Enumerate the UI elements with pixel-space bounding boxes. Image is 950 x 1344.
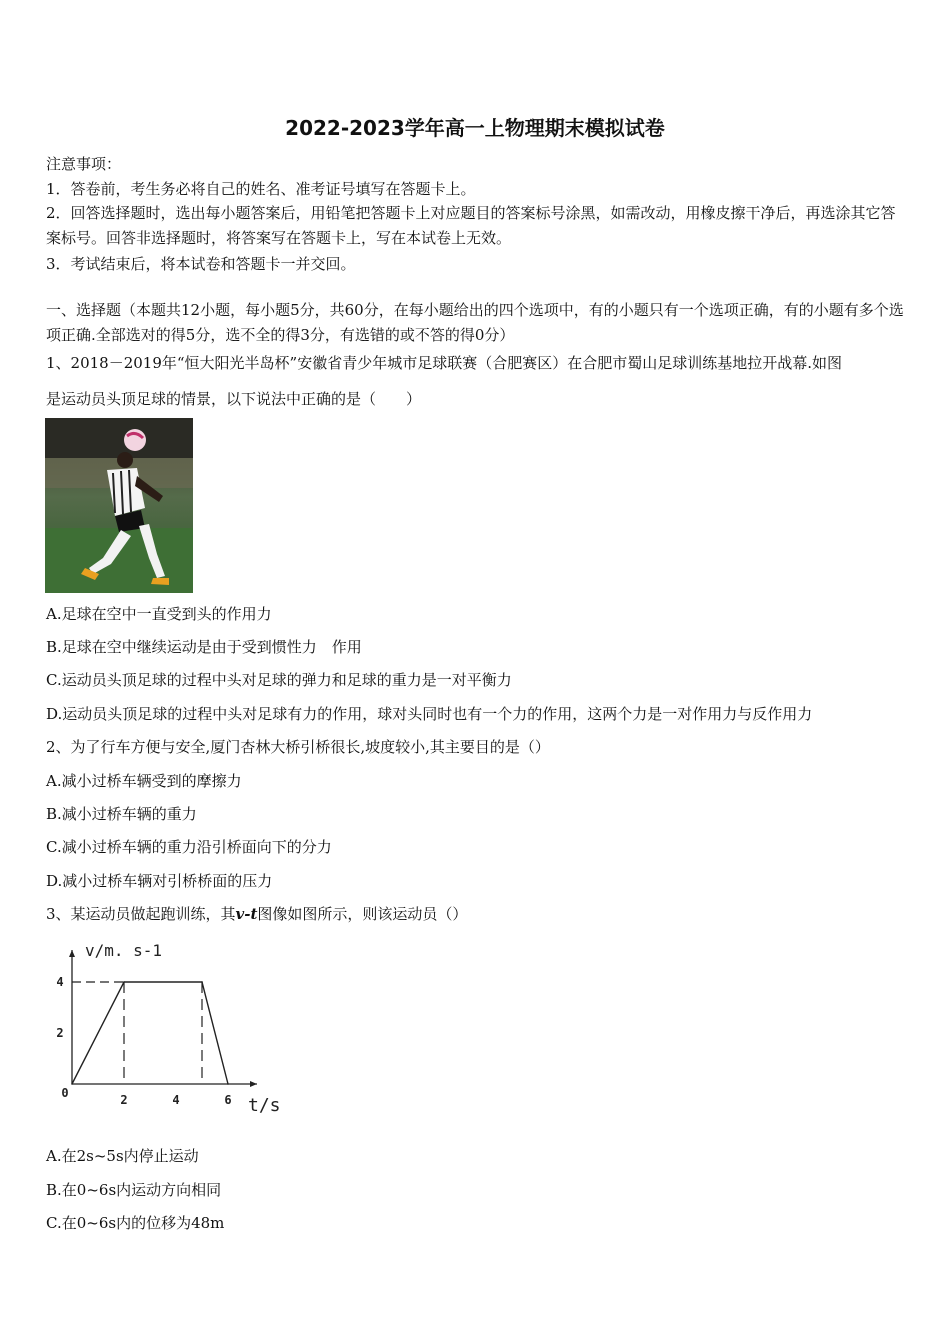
x-axis-arrow	[250, 1081, 257, 1087]
soccer-header-photo	[45, 418, 193, 593]
q2-option-d: D.减小过桥车辆对引桥桥面的压力	[46, 872, 273, 890]
notice-item-2: 2．回答选择题时，选出每小题答案后，用铅笔把答题卡上对应题目的答案标号涂黑，如需改动，用橡皮擦干净后，再选涂其它答案标号。回答非选择题时，将答案写在答题卡上，写在本试卷上无效。	[46, 204, 896, 247]
x-tick-label-4: 4	[172, 1093, 180, 1107]
x-axis-label: t/s	[248, 1095, 281, 1116]
q3-stem-pre: 3、某运动员做起跑训练，其	[46, 905, 236, 923]
y-axis-label: v/m. s-1	[85, 941, 163, 960]
page-title: 2022-2023学年高一上物理期末模拟试卷	[285, 116, 665, 140]
q2-option-c: C.减小过桥车辆的重力沿引桥面向下的分力	[46, 838, 332, 856]
q2-stem: 2、为了行车方便与安全,厦门杏林大桥引桥很长,坡度较小,其主要目的是（）	[46, 738, 550, 756]
x-tick-label-2: 2	[120, 1093, 128, 1107]
q1-stem-line2: 是运动员头顶足球的情景，以下说法中正确的是（ ）	[46, 390, 422, 408]
notice-item-1: 1．答卷前，考生务必将自己的姓名、准考证号填写在答题卡上。	[46, 180, 476, 198]
q3-option-a: A.在2s~5s内停止运动	[46, 1147, 199, 1165]
vt-chart	[45, 938, 295, 1118]
velocity-series-line	[72, 982, 228, 1084]
notice-heading: 注意事项：	[46, 155, 122, 173]
data-point-0	[71, 1083, 73, 1085]
y-tick-label-2: 2	[56, 1026, 64, 1040]
x-tick-label-0: 0	[61, 1086, 69, 1100]
data-point-3	[227, 1083, 229, 1085]
q1-option-d: D.运动员头顶足球的过程中头对足球有力的作用，球对头同时也有一个力的作用，这两个力是一对作用力与反作用力	[46, 705, 813, 723]
q3-option-c: C.在0~6s内的位移为48m	[46, 1214, 225, 1232]
x-tick-label-6: 6	[224, 1093, 232, 1107]
q2-option-b: B.减小过桥车辆的重力	[46, 805, 197, 823]
q1-option-b: B.足球在空中继续运动是由于受到惯性力 作用	[46, 638, 362, 656]
data-point-2	[201, 981, 203, 983]
q3-stem-var: v-t	[235, 905, 258, 923]
vt-chart-svg	[45, 938, 295, 1118]
q3-stem-post: 图像如图所示，则该运动员（）	[257, 905, 468, 923]
q1-option-c: C.运动员头顶足球的过程中头对足球的弹力和足球的重力是一对平衡力	[46, 671, 512, 689]
q2-option-a: A.减小过桥车辆受到的摩擦力	[46, 772, 242, 790]
y-axis-arrow	[69, 950, 75, 957]
y-tick-label-4: 4	[56, 975, 64, 989]
q1-stem-line1: 1、2018－2019年“恒大阳光半岛杯”安徽省青少年城市足球联赛（合肥赛区）在合肥市蜀山足球训练基地拉开战幕.如图	[46, 354, 843, 372]
notice-item-3: 3．考试结束后，将本试卷和答题卡一并交回。	[46, 255, 356, 273]
section-heading: 一、选择题（本题共12小题，每小题5分，共60分，在每小题给出的四个选项中，有的小题只有一个选项正确，有的小题有多个选项正确.全部选对的得5分，选不全的得3分，有选错的或不答的得0分）	[46, 301, 904, 344]
q1-option-a: A.足球在空中一直受到头的作用力	[46, 605, 272, 623]
q3-stem	[46, 904, 908, 924]
data-point-1	[123, 981, 125, 983]
q3-option-b: B.在0~6s内运动方向相同	[46, 1181, 222, 1199]
